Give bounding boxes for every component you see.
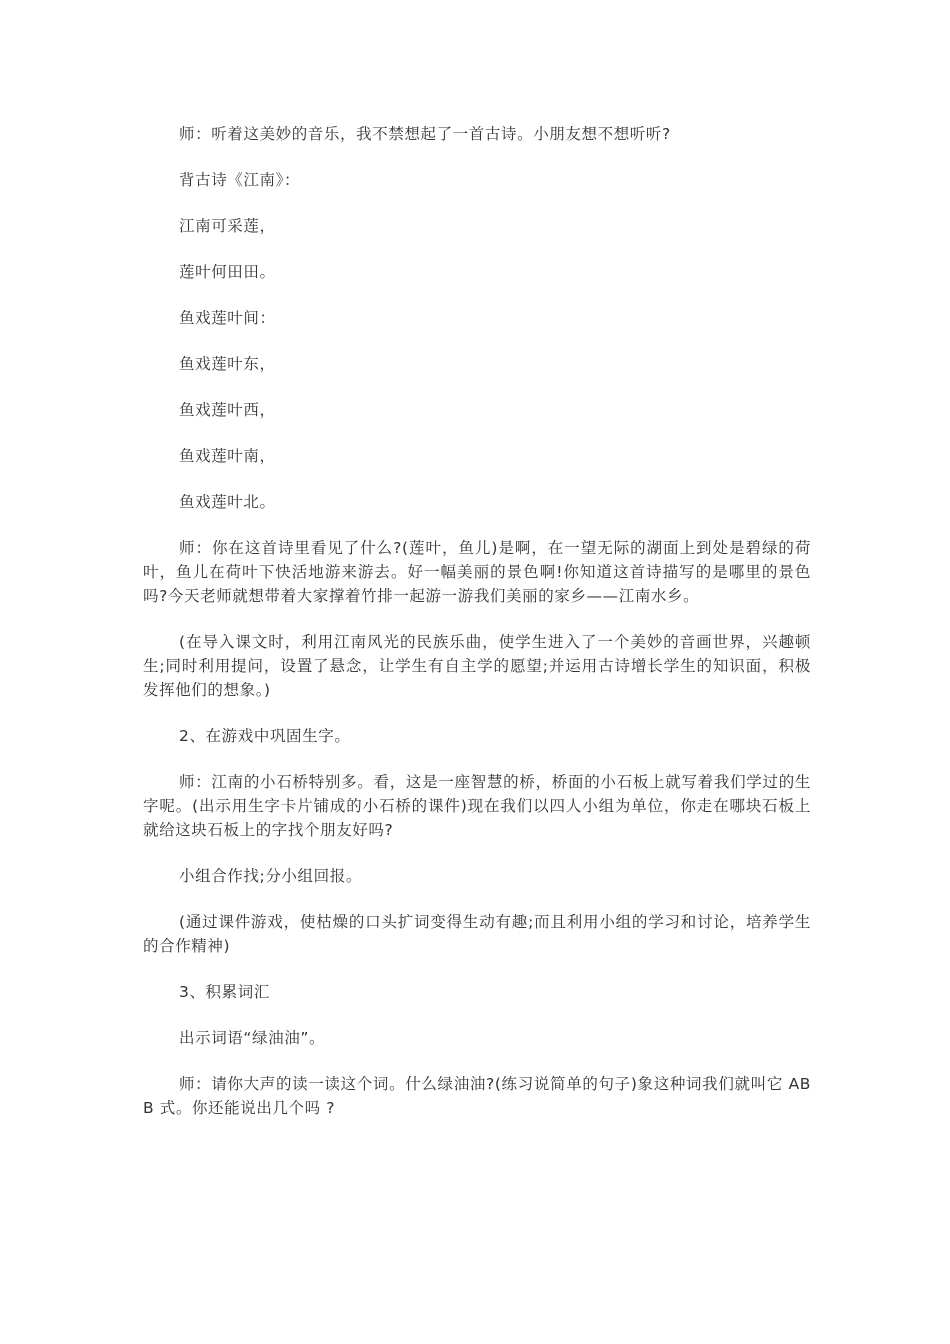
poem-line-1: 江南可采莲， [179,217,276,235]
paragraph-group-work: 小组合作找;分小组回报。 [179,867,362,885]
paragraph-note-game: (通过课件游戏，使枯燥的口头扩词变得生动有趣;而且利用小组的学习和讨论，培养学生的合作精神) [143,913,811,955]
poem-line-5: 鱼戏莲叶西， [179,401,276,419]
document-body [143,122,811,1142]
paragraph-poem-title: 背古诗《江南》： [179,171,301,189]
section-heading-3: 3、积累词汇 [179,983,270,1001]
paragraph-intro-music: 师：听着这美妙的音乐，我不禁想起了一首古诗。小朋友想不想听听? [179,125,671,143]
poem-line-6: 鱼戏莲叶南， [179,447,276,465]
poem-line-2: 莲叶何田田。 [179,263,276,281]
paragraph-note-intro: (在导入课文时，利用江南风光的民族乐曲，使学生进入了一个美妙的音画世界，兴趣顿生;同时利用提问，设置了悬念，让学生有自主学的愿望;并运用古诗增长学生的知识面，积极发挥他们的想象。) [143,633,811,699]
poem-line-7: 鱼戏莲叶北。 [179,493,276,511]
section-heading-2: 2、在游戏中巩固生字。 [179,727,351,745]
paragraph-show-word: 出示词语“绿油油”。 [179,1029,326,1047]
paragraph-teacher-question: 师：你在这首诗里看见了什么?(莲叶，鱼儿)是啊，在一望无际的湖面上到处是碧绿的荷叶，鱼儿在荷叶下快活地游来游去。好一幅美丽的景色啊!你知道这首诗描写的是哪里的景色吗?今天老师就想带着大家撑着竹排一起游一游我们美丽的家乡——江南水乡。 [143,539,811,605]
poem-line-3: 鱼戏莲叶间： [179,309,276,327]
paragraph-abb-words: 师：请你大声的读一读这个词。什么绿油油?(练习说简单的句子)象这种词我们就叫它 ABB 式。你还能说出几个吗 ? [143,1075,811,1117]
paragraph-stone-bridge: 师：江南的小石桥特别多。看，这是一座智慧的桥，桥面的小石板上就写着我们学过的生字呢。(出示用生字卡片铺成的小石桥的课件)现在我们以四人小组为单位，你走在哪块石板上就给这块石板上的字找个朋友好吗? [143,773,811,839]
poem-line-4: 鱼戏莲叶东， [179,355,276,373]
